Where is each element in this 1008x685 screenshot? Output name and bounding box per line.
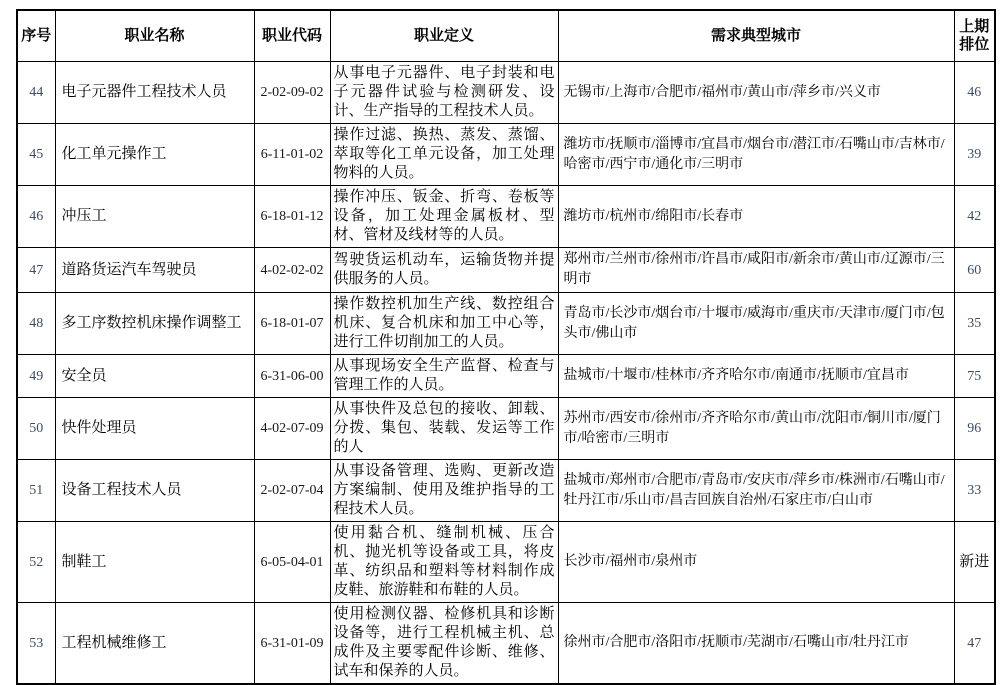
column-header-definition: 职业定义 [330, 10, 558, 62]
cell-definition: 从事电子元器件、电子封装和电子元器件试验与检测研发、设计、生产指导的工程技术人员。 [330, 62, 558, 124]
cell-definition: 使用检测仪器、检修机具和诊断设备等，进行工程机械主机、总成件及主要零配件诊断、维修、试车和保养的人员。 [330, 603, 558, 685]
cell-definition: 驾驶货运机动车，运输货物并提供服务的人员。 [330, 248, 558, 293]
cell-code: 6-05-04-01 [254, 522, 330, 603]
cell-cities: 苏州市/西安市/徐州市/齐齐哈尔市/黄山市/沈阳市/铜川市/厦门市/哈密市/三明市 [558, 398, 954, 460]
cell-name: 快件处理员 [55, 398, 254, 460]
table-row [17, 460, 995, 522]
cell-index: 52 [17, 522, 55, 603]
cell-definition: 操作数控机加生产线、数控组合机床、复合机床和加工中心等，进行工件切削加工的人员。 [330, 293, 558, 355]
cell-code: 4-02-02-02 [254, 248, 330, 293]
cell-definition: 使用黏合机、缝制机械、压合机、抛光机等设备或工具，将皮革、纺织品和塑料等材料制作成皮鞋、旅游鞋和布鞋的人员。 [330, 522, 558, 603]
cell-name: 化工单元操作工 [55, 124, 254, 186]
cell-rank: 47 [954, 603, 995, 685]
cell-definition: 从事设备管理、选购、更新改造方案编制、使用及维护指导的工程技术人员。 [330, 460, 558, 522]
table-row [17, 124, 995, 186]
cell-name: 工程机械维修工 [55, 603, 254, 685]
cell-index: 53 [17, 603, 55, 685]
cell-code: 2-02-07-04 [254, 460, 330, 522]
cell-cities: 青岛市/长沙市/烟台市/十堰市/威海市/重庆市/天津市/厦门市/包头市/佛山市 [558, 293, 954, 355]
cell-index: 46 [17, 186, 55, 248]
table-body [17, 62, 995, 685]
table-row [17, 522, 995, 603]
cell-name: 制鞋工 [55, 522, 254, 603]
cell-name: 设备工程技术人员 [55, 460, 254, 522]
cell-name: 安全员 [55, 355, 254, 398]
header-row [17, 10, 995, 62]
cell-cities: 盐城市/郑州市/合肥市/青岛市/安庆市/萍乡市/株洲市/石嘴山市/牡丹江市/乐山市/昌吉回族自治州/石家庄市/白山市 [558, 460, 954, 522]
table-row [17, 186, 995, 248]
cell-rank: 33 [954, 460, 995, 522]
cell-cities: 长沙市/福州市/泉州市 [558, 522, 954, 603]
cell-index: 48 [17, 293, 55, 355]
cell-rank: 42 [954, 186, 995, 248]
cell-code: 6-11-01-02 [254, 124, 330, 186]
cell-code: 6-31-06-00 [254, 355, 330, 398]
cell-rank: 96 [954, 398, 995, 460]
column-header-rank: 上期排位 [954, 10, 995, 62]
cell-definition: 操作冲压、钣金、折弯、卷板等设备，加工处理金属板材、型材、管材及线材等的人员。 [330, 186, 558, 248]
table-row [17, 62, 995, 124]
cell-index: 45 [17, 124, 55, 186]
cell-code: 6-31-01-09 [254, 603, 330, 685]
cell-rank: 35 [954, 293, 995, 355]
column-header-index: 序号 [17, 10, 55, 62]
cell-cities: 盐城市/十堰市/桂林市/齐齐哈尔市/南通市/抚顺市/宜昌市 [558, 355, 954, 398]
cell-rank: 39 [954, 124, 995, 186]
cell-definition: 从事现场安全生产监督、检查与管理工作的人员。 [330, 355, 558, 398]
cell-code: 6-18-01-12 [254, 186, 330, 248]
cell-cities: 徐州市/合肥市/洛阳市/抚顺市/芜湖市/石嘴山市/牡丹江市 [558, 603, 954, 685]
cell-name: 道路货运汽车驾驶员 [55, 248, 254, 293]
column-header-cities: 需求典型城市 [558, 10, 954, 62]
cell-name: 多工序数控机床操作调整工 [55, 293, 254, 355]
cell-rank: 75 [954, 355, 995, 398]
cell-definition: 从事快件及总包的接收、卸载、分拨、集包、装载、发运等工作的人 [330, 398, 558, 460]
cell-definition: 操作过滤、换热、蒸发、蒸馏、萃取等化工单元设备，加工处理物料的人员。 [330, 124, 558, 186]
cell-index: 49 [17, 355, 55, 398]
cell-index: 47 [17, 248, 55, 293]
cell-index: 51 [17, 460, 55, 522]
table-row [17, 398, 995, 460]
cell-name: 电子元器件工程技术人员 [55, 62, 254, 124]
cell-code: 6-18-01-07 [254, 293, 330, 355]
cell-index: 50 [17, 398, 55, 460]
column-header-name: 职业名称 [55, 10, 254, 62]
cell-rank: 60 [954, 248, 995, 293]
cell-cities: 潍坊市/抚顺市/淄博市/宜昌市/烟台市/潜江市/石嘴山市/吉林市/哈密市/西宁市/通化市/三明市 [558, 124, 954, 186]
cell-cities: 无锡市/上海市/合肥市/福州市/黄山市/萍乡市/兴义市 [558, 62, 954, 124]
cell-cities: 郑州市/兰州市/徐州市/许昌市/咸阳市/新余市/黄山市/辽源市/三明市 [558, 248, 954, 293]
cell-code: 2-02-09-02 [254, 62, 330, 124]
table-header [17, 10, 995, 62]
cell-cities: 潍坊市/杭州市/绵阳市/长春市 [558, 186, 954, 248]
occupation-ranking-table [16, 9, 996, 685]
table-row [17, 355, 995, 398]
cell-index: 44 [17, 62, 55, 124]
table-row [17, 603, 995, 685]
cell-code: 4-02-07-09 [254, 398, 330, 460]
column-header-code: 职业代码 [254, 10, 330, 62]
table-row [17, 248, 995, 293]
table-row [17, 293, 995, 355]
cell-name: 冲压工 [55, 186, 254, 248]
cell-rank: 新进 [954, 522, 995, 603]
cell-rank: 46 [954, 62, 995, 124]
